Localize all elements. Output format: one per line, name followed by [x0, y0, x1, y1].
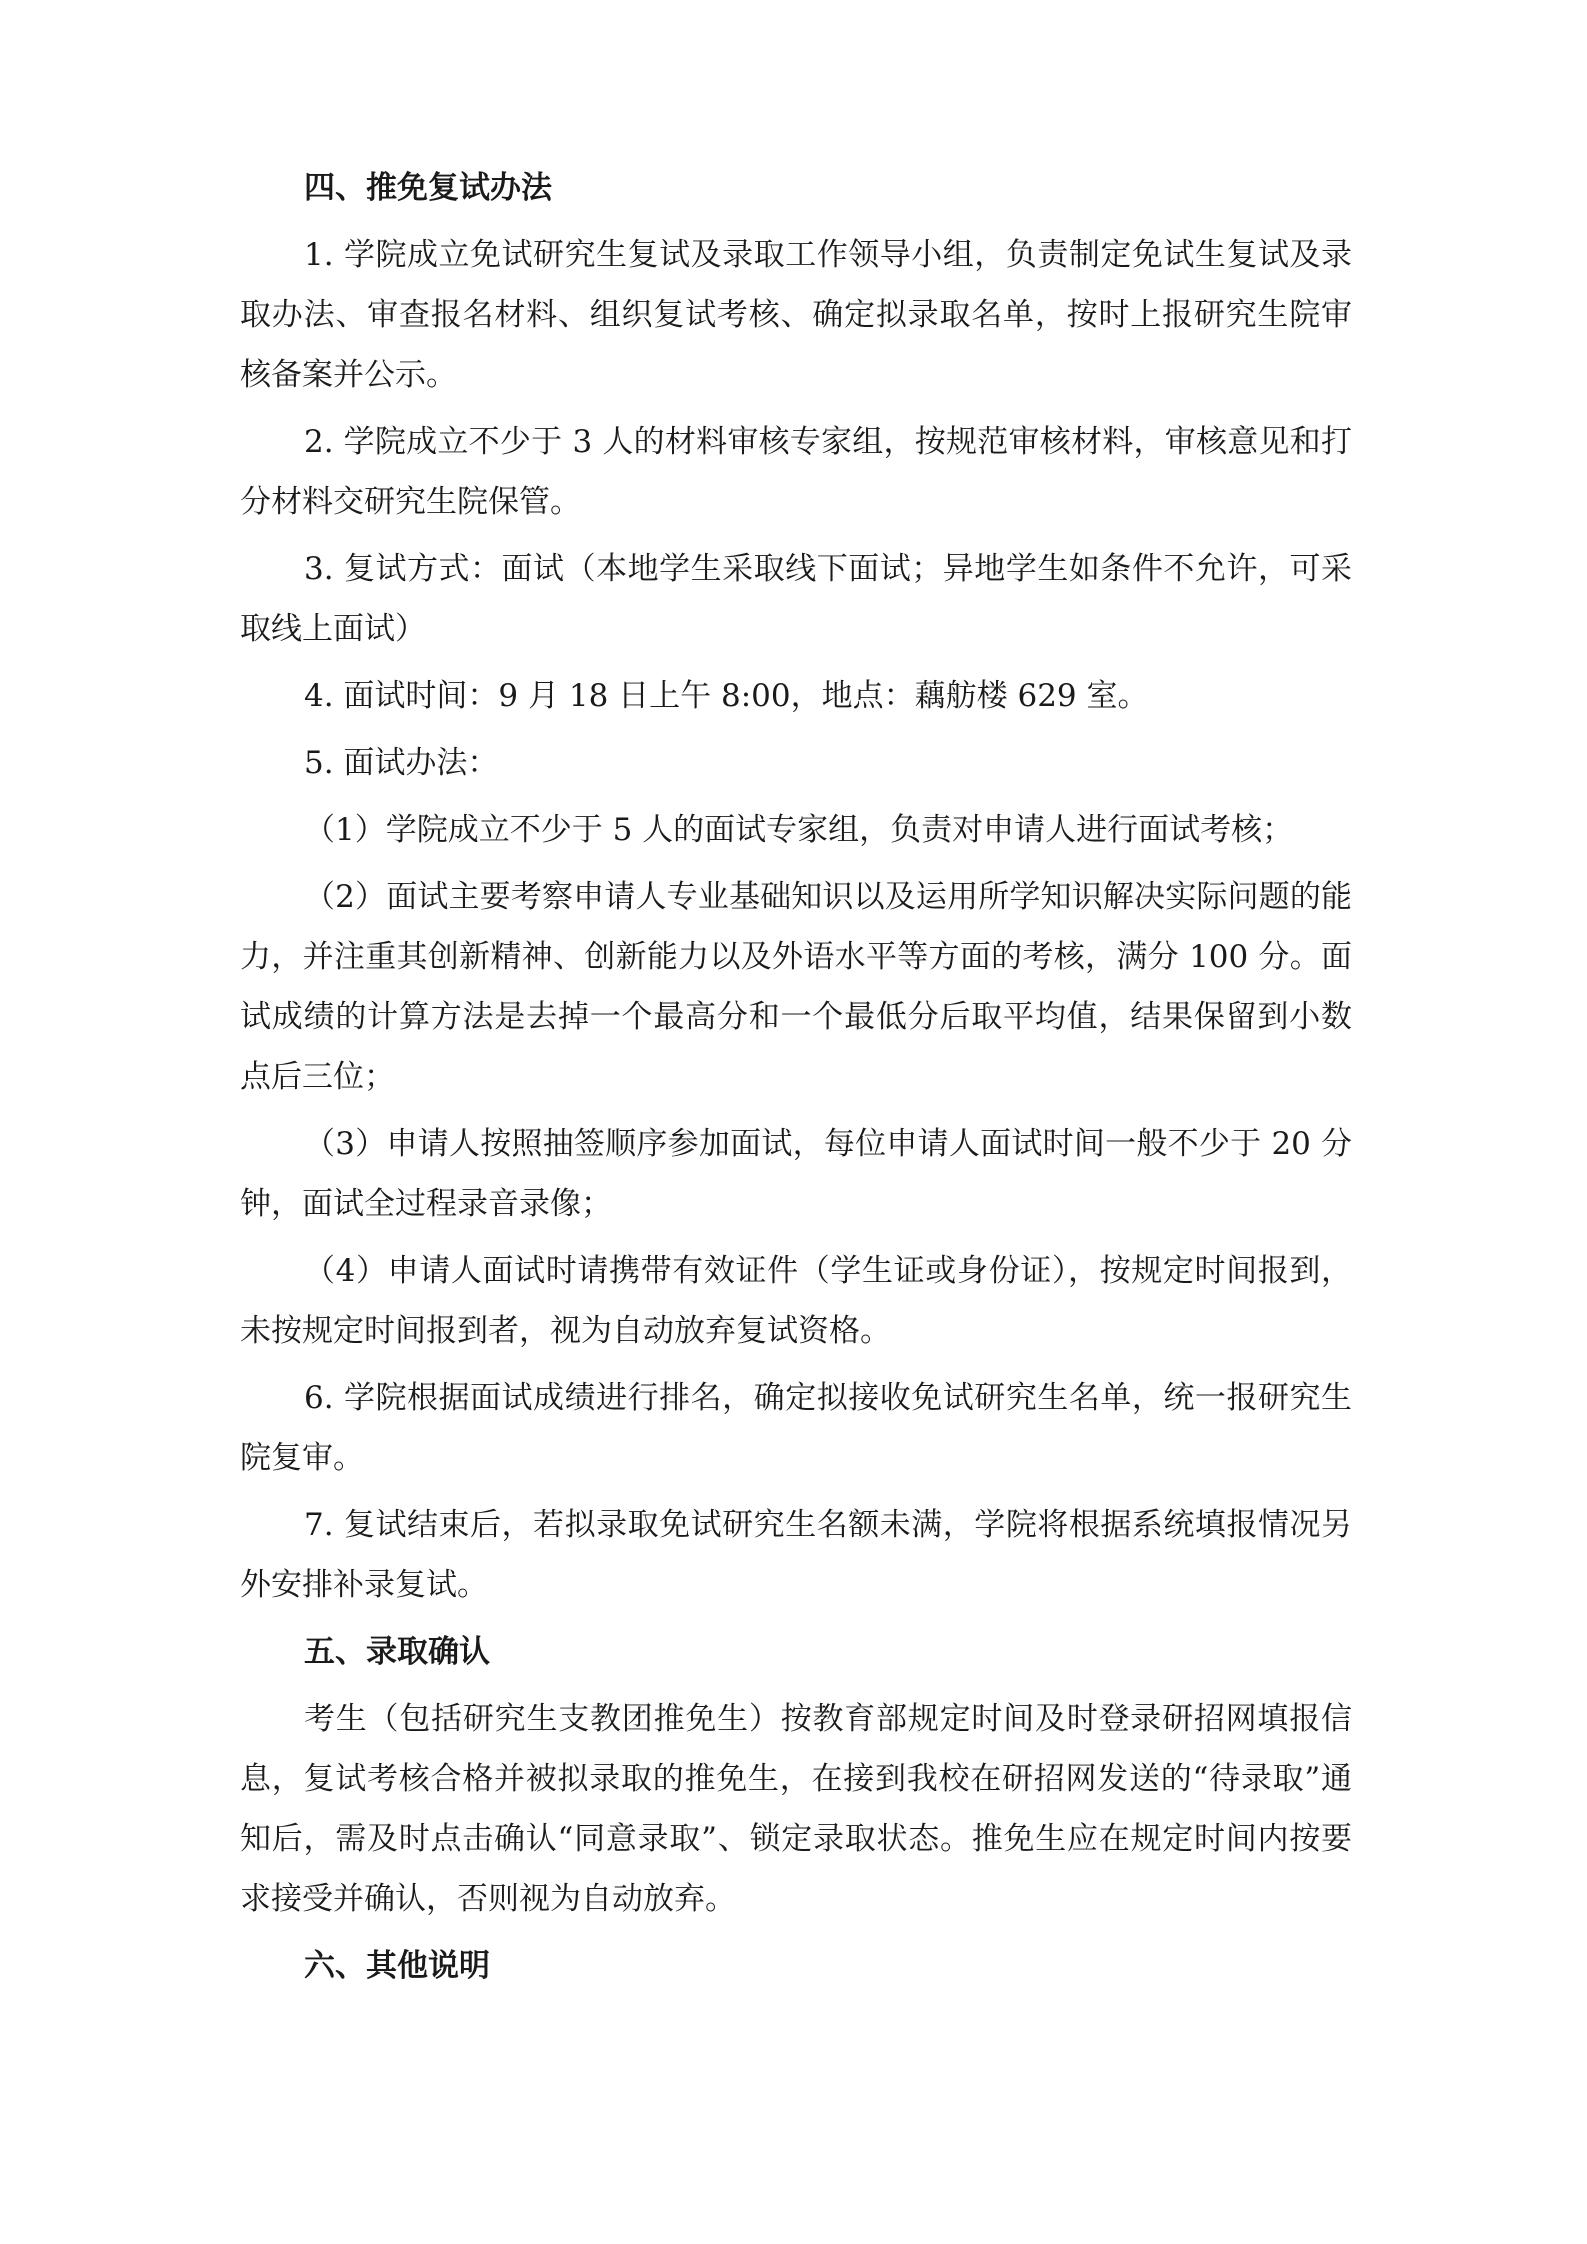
paragraph-item-3: 3. 复试方式：面试（本地学生采取线下面试；异地学生如条件不允许，可采取线上面试） — [240, 551, 1352, 647]
subparagraph-item-4: （4）申请人面试时请携带有效证件（学生证或身份证），按规定时间报到，未按规定时间报到者，视为自动放弃复试资格。 — [240, 1253, 1352, 1349]
section-heading-5: 五、录取确认 — [304, 1634, 490, 1670]
subparagraph-item-2: （2）面试主要考察申请人专业基础知识以及运用所学知识解决实际问题的能力，并注重其创新精神、创新能力以及外语水平等方面的考核，满分 100 分。面试成绩的计算方法是去掉一个最高分和一个最低分后取平均值，结果保留到小数点后三位； — [240, 879, 1352, 1095]
section-heading-6: 六、其他说明 — [304, 1948, 490, 1984]
subparagraph-item-3: （3）申请人按照抽签顺序参加面试，每位申请人面试时间一般不少于 20 分钟，面试全过程录音录像； — [240, 1126, 1352, 1222]
paragraph-admission-confirmation: 考生（包括研究生支教团推免生）按教育部规定时间及时登录研招网填报信息，复试考核合格并被拟录取的推免生，在接到我校在研招网发送的“待录取”通知后，需及时点击确认“同意录取”、锁定录取状态。推免生应在规定时间内按要求接受并确认，否则视为自动放弃。 — [240, 1701, 1352, 1917]
paragraph-item-1: 1. 学院成立免试研究生复试及录取工作领导小组，负责制定免试生复试及录取办法、审查报名材料、组织复试考核、确定拟录取名单，按时上报研究生院审核备案并公示。 — [240, 237, 1352, 393]
subparagraph-item-1: （1）学院成立不少于 5 人的面试专家组，负责对申请人进行面试考核； — [304, 812, 1294, 848]
paragraph-item-5: 5. 面试办法： — [304, 745, 499, 781]
paragraph-item-2: 2. 学院成立不少于 3 人的材料审核专家组，按规范审核材料，审核意见和打分材料交研究生院保管。 — [240, 424, 1352, 520]
document-body — [240, 158, 1352, 2003]
paragraph-item-7: 7. 复试结束后，若拟录取免试研究生名额未满，学院将根据系统填报情况另外安排补录复试。 — [240, 1507, 1352, 1603]
paragraph-item-6: 6. 学院根据面试成绩进行排名，确定拟接收免试研究生名单，统一报研究生院复审。 — [240, 1380, 1352, 1476]
paragraph-item-4: 4. 面试时间：9 月 18 日上午 8:00，地点：藕舫楼 629 室。 — [304, 678, 1149, 714]
section-heading-4: 四、推免复试办法 — [304, 170, 552, 206]
